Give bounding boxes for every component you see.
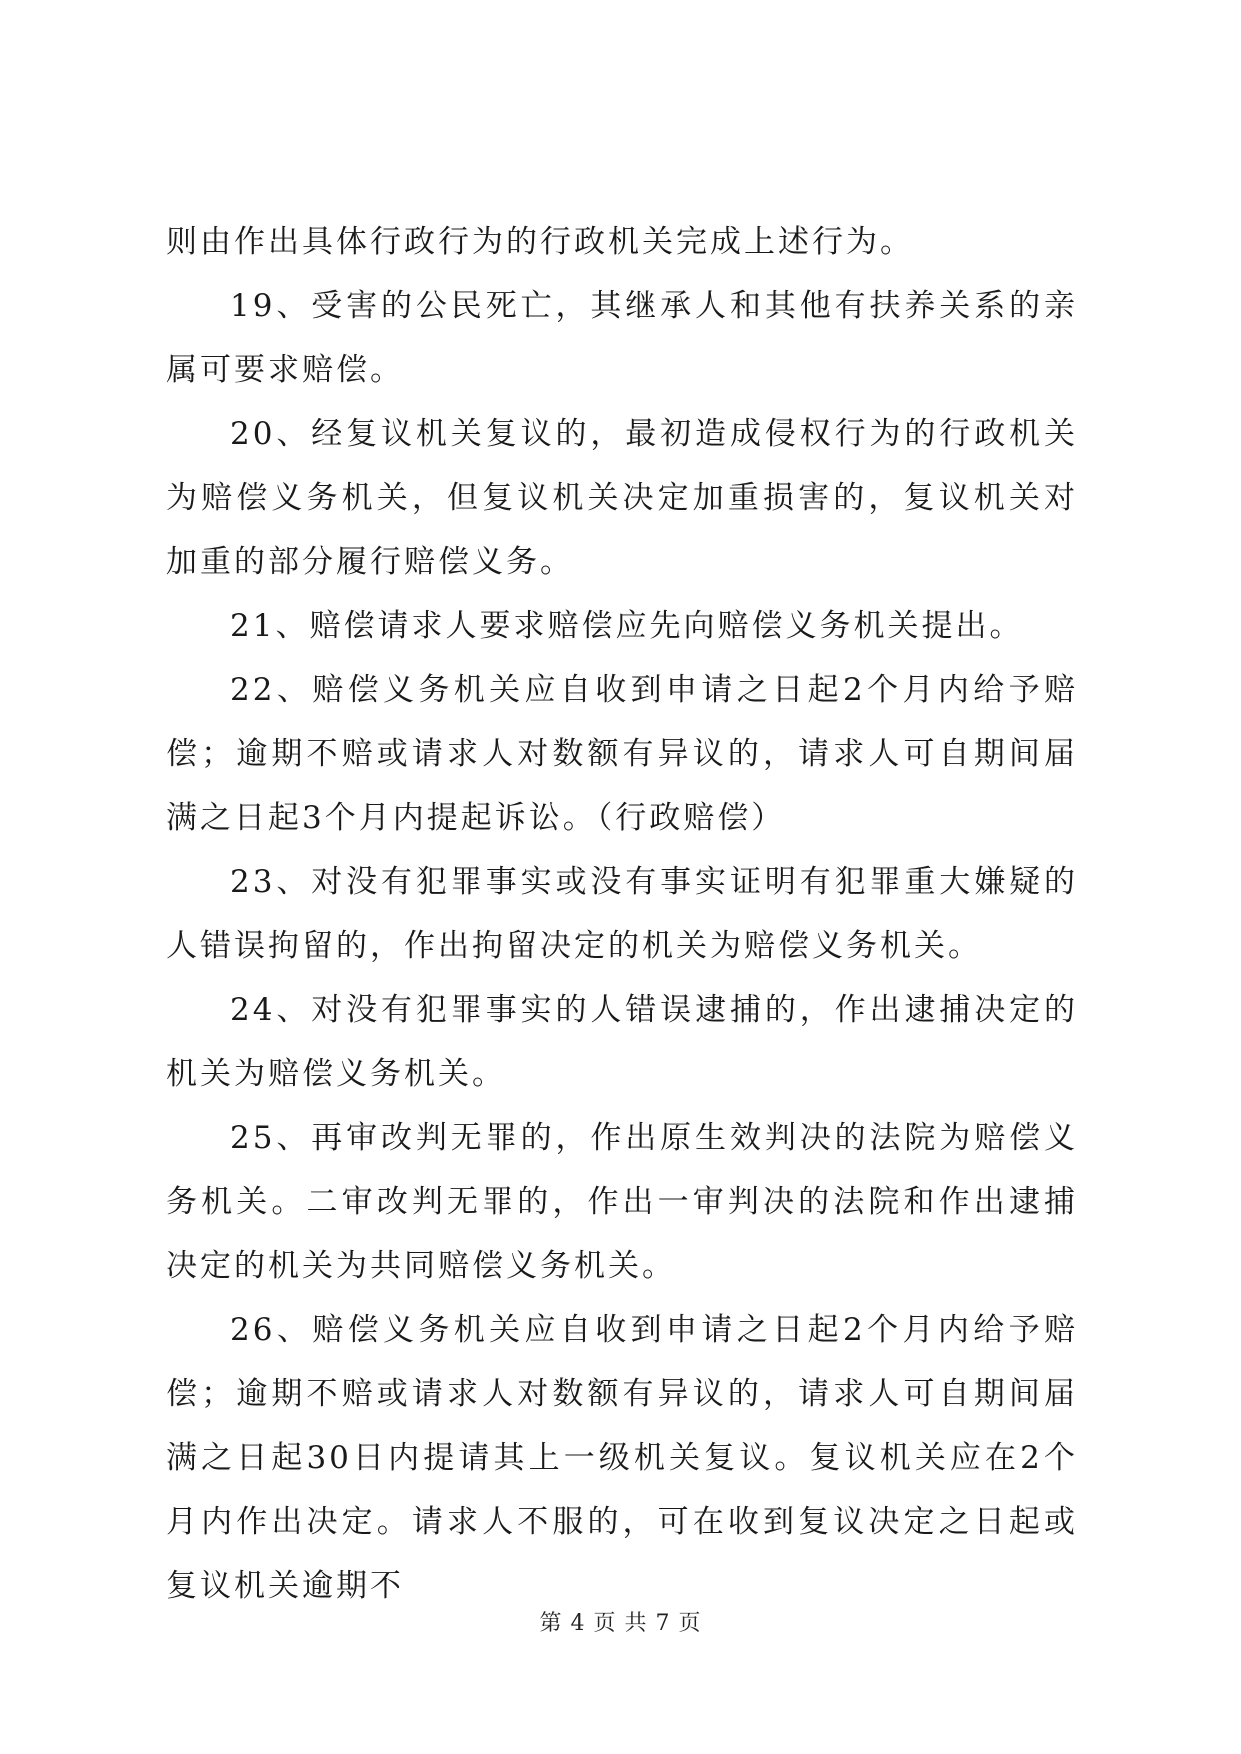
paragraph-item-20: 20、经复议机关复议的，最初造成侵权行为的行政机关为赔偿义务机关，但复议机关决定加重损害的，复议机关对加重的部分履行赔偿义务。 xyxy=(166,416,1078,580)
body-text xyxy=(166,210,1078,1618)
page-number-footer: 第 4 页 共 7 页 xyxy=(539,1611,702,1636)
paragraph-item-22: 22、赔偿义务机关应自收到申请之日起2个月内给予赔偿；逾期不赔或请求人对数额有异议的，请求人可自期间届满之日起3个月内提起诉讼。（行政赔偿） xyxy=(166,672,1078,836)
paragraph-item-19: 19、受害的公民死亡，其继承人和其他有扶养关系的亲属可要求赔偿。 xyxy=(166,288,1078,388)
paragraph-item-23: 23、对没有犯罪事实或没有事实证明有犯罪重大嫌疑的人错误拘留的，作出拘留决定的机关为赔偿义务机关。 xyxy=(166,864,1078,964)
paragraph-continuation: 则由作出具体行政行为的行政机关完成上述行为。 xyxy=(166,224,914,260)
paragraph-item-24: 24、对没有犯罪事实的人错误逮捕的，作出逮捕决定的机关为赔偿义务机关。 xyxy=(166,992,1078,1092)
paragraph-item-21: 21、赔偿请求人要求赔偿应先向赔偿义务机关提出。 xyxy=(230,608,1024,644)
paragraph-item-25: 25、再审改判无罪的，作出原生效判决的法院为赔偿义务机关。二审改判无罪的，作出一审判决的法院和作出逮捕决定的机关为共同赔偿义务机关。 xyxy=(166,1120,1078,1284)
paragraph-item-26: 26、赔偿义务机关应自收到申请之日起2个月内给予赔偿；逾期不赔或请求人对数额有异议的，请求人可自期间届满之日起30日内提请其上一级机关复议。复议机关应在2个月内作出决定。请求人不服的，可在收到复议决定之日起或复议机关逾期不 xyxy=(166,1312,1078,1604)
